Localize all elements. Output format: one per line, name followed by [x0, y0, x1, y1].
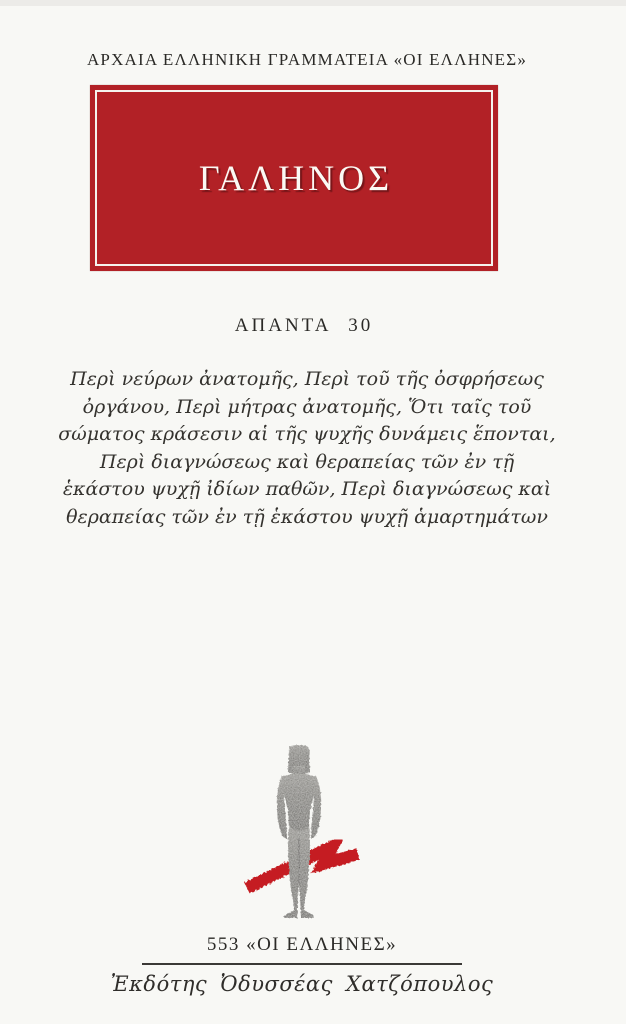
scan-edge-strip	[0, 0, 626, 6]
kouros-statue	[277, 745, 321, 918]
title-panel-frame	[95, 90, 493, 266]
book-title: ΓΑΛΗΝΟΣ	[198, 158, 394, 198]
works-line: ὀργάνου, Περὶ μήτρας ἀνατομῆς, Ὅτι ταῖς τοῦ	[82, 395, 532, 418]
works-line: Περὶ νεύρων ἀνατομῆς, Περὶ τοῦ τῆς ὀσφρήσεως	[70, 368, 544, 390]
publisher-logo	[237, 744, 367, 922]
works-line: ἑκάστου ψυχῇ ἰδίων παθῶν, Περὶ διαγνώσεως καὶ	[62, 478, 552, 500]
works-line: σώματος κράσεσιν αἱ τῆς ψυχῆς δυνάμεις ἕπονται,	[58, 423, 556, 445]
works-line: θεραπείας τῶν ἐν τῇ ἑκάστου ψυχῇ ἁμαρτημάτων	[66, 505, 548, 528]
collection-label: ΑΠΑΝΤΑ 30	[234, 315, 374, 336]
series-header: ΑΡΧΑΙΑ ΕΛΛΗΝΙΚΗ ΓΡΑΜΜΑΤΕΙΑ «ΟΙ ΕΛΛΗΝΕΣ»	[86, 50, 528, 69]
divider-rule	[142, 963, 462, 965]
works-line: Περὶ διαγνώσεως καὶ θεραπείας τῶν ἐν τῇ	[99, 450, 515, 473]
title-panel	[90, 85, 498, 271]
works-list	[0, 366, 620, 531]
series-number: 553 «ΟΙ ΕΛΛΗΝΕΣ»	[206, 934, 398, 955]
publisher-name: Ἐκδότης Ὀδυσσέας Χατζόπουλος	[110, 972, 494, 996]
kouros-statue-with-red-brushstroke-icon	[237, 744, 367, 922]
